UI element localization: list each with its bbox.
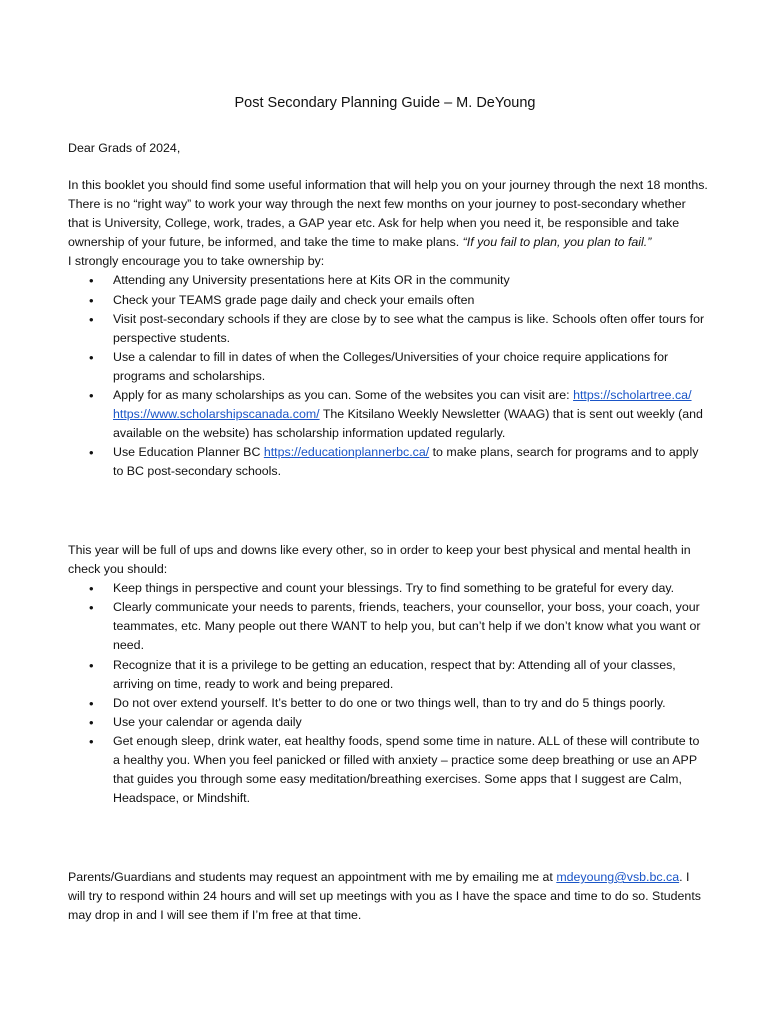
planner-text: Use Education Planner BC — [113, 445, 264, 460]
ownership-lead: I strongly encourage you to take ownership by: — [68, 254, 325, 269]
scholarship-newsletter-text: The Kitsilano Weekly Newsletter (WAAG) that is sent out weekly (and available on the website) has scholarship information updated regularly. — [113, 407, 703, 441]
planner-text-after: to make plans, search for programs and to apply to BC post-secondary schools. — [113, 445, 699, 479]
list-item: • Check your TEAMS grade page daily and check your emails often — [68, 291, 708, 310]
list-item-scholarships — [68, 386, 708, 443]
scholarship-text: Apply for as many scholarships as you can. Some of the websites you can visit are: — [113, 388, 574, 403]
health-lead: This year will be full of ups and downs like every other, so in order to keep your best physical and mental health in check you should: — [68, 543, 691, 577]
intro-paragraph — [68, 176, 708, 252]
closing-section — [68, 868, 708, 925]
scholartree-link[interactable]: https://scholartree.ca/ — [573, 388, 692, 403]
health-section — [68, 541, 708, 808]
health-list — [68, 579, 708, 808]
ownership-list — [68, 271, 708, 481]
list-item: • Use a calendar to fill in dates of when the Colleges/Universities of your choice require applications for programs and scholarships. — [68, 348, 708, 386]
page-title: Post Secondary Planning Guide – M. DeYoung — [234, 95, 536, 111]
list-item: • Attending any University presentations here at Kits OR in the community — [68, 271, 708, 290]
list-item: • Use your calendar or agenda daily — [68, 713, 708, 732]
closing-paragraph — [68, 868, 708, 925]
educationplanner-link[interactable]: https://educationplannerbc.ca/ — [263, 445, 430, 460]
closing-text: Parents/Guardians and students may request an appointment with me by emailing me at — [68, 870, 557, 884]
list-item-planner — [68, 443, 708, 481]
intro-section — [68, 176, 708, 482]
list-item: • Visit post-secondary schools if they are close by to see what the campus is like. Schools often offer tours for perspective students. — [68, 310, 708, 348]
scholarshipscanada-link[interactable]: https://www.scholarshipscanada.com/ — [113, 407, 320, 422]
greeting-text: Dear Grads of 2024, — [68, 141, 181, 155]
email-link[interactable]: mdeyoung@vsb.bc.ca — [556, 870, 680, 884]
list-item: • Clearly communicate your needs to parents, friends, teachers, your counsellor, your boss, your coach, your teammates, etc. Many people out there WANT to help you, but can’t help if we don’t know what you want or need. — [68, 598, 708, 655]
list-item: • Recognize that it is a privilege to be getting an education, respect that by: Attending all of your classes, arriving on time, ready to work and being prepared. — [68, 656, 708, 694]
list-item: • Keep things in perspective and count your blessings. Try to find something to be grateful for every day. — [68, 579, 708, 598]
intro-text: In this booklet you should find some useful information that will help you on your journey through the next 18 months. There is no “right way” to work your way through the next few months on your journey to post-secondary whether that is University, College, work, trades, a GAP year etc. Ask for help when you need it, be responsible and take ownership of your future, be informed, and take the time to make plans. — [68, 178, 708, 250]
list-item: • Get enough sleep, drink water, eat healthy foods, spend some time in nature. ALL of these will contribute to a healthy you. When you feel panicked or filled with anxiety – practice some deep breathing or use an APP that guides you through some easy meditation/breathing exercises. Some apps that I suggest are Calm, Headspace, or Mindshift. — [68, 732, 708, 808]
closing-text-after: . I will try to respond within 24 hours and will set up meetings with you as I have the space and time to do so. Students may drop in and I will see them if I’m free at that time. — [68, 870, 701, 923]
intro-quote: “If you fail to plan, you plan to fail.” — [462, 235, 652, 250]
greeting — [68, 139, 708, 158]
list-item: • Do not over extend yourself. It’s better to do one or two things well, than to try and do 5 things poorly. — [68, 694, 708, 713]
